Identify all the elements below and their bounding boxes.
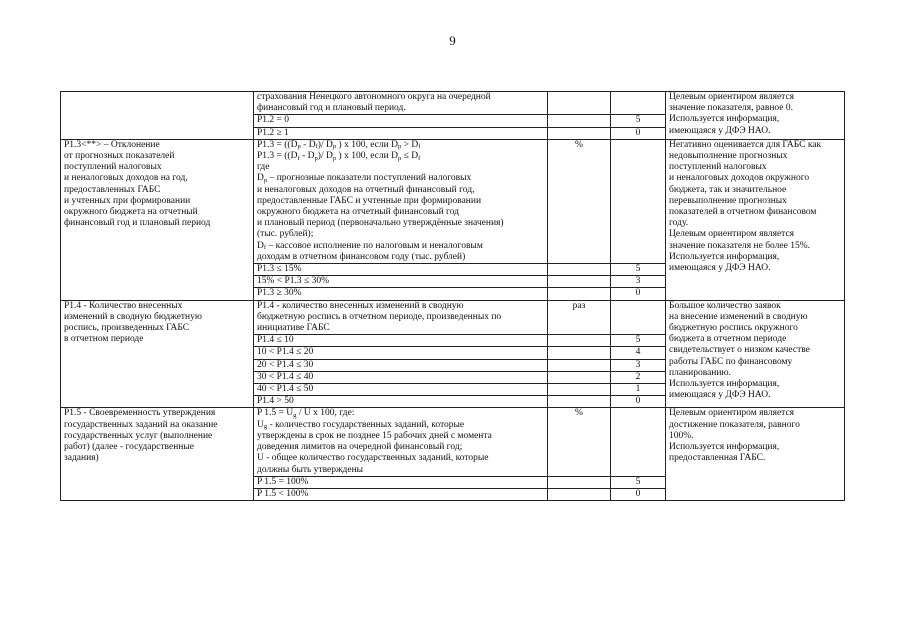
score-cell: 0 (611, 396, 666, 408)
score-cell (611, 92, 666, 115)
note-cell: Негативно оценивается для ГАБС как недовыполнение прогнозных поступлений налоговых и неналоговых доходов окружного бюджета, так и значительное перевыполнение прогнозных показателей в отчетном финансовом году. Целевым ориентиром является значение показателя не более 15%. Используется информация, имеющаяся у ДФЭ НАО. (666, 139, 845, 300)
condition-cell: P1.2 = 0 (254, 115, 548, 127)
table-row (61, 139, 845, 263)
indicator-name-cell (61, 92, 254, 140)
formula-line: P 1.5 = Ug / U x 100, где: (257, 408, 355, 420)
table-row (61, 408, 845, 476)
unit-cell (548, 127, 611, 139)
where-label: где (257, 162, 270, 173)
score-cell (611, 408, 666, 476)
condition-cell: P1.3 ≥ 30% (254, 288, 548, 300)
note-cell: Большое количество заявок на внесение изменений в сводную бюджетную роспись окружного бюджета в отчетном периоде свидетельствует о низком качестве работы ГАБС по финансовому планированию. Используется информация, имеющаяся у ДФЭ НАО. (666, 300, 845, 408)
condition-cell: P1.2 ≥ 1 (254, 127, 548, 139)
unit-cell (548, 347, 611, 359)
unit-cell (548, 371, 611, 383)
condition-cell: P 1.5 < 100% (254, 488, 548, 500)
condition-cell: P1.3 ≤ 15% (254, 264, 548, 276)
indicator-name-cell: Р1.5 - Своевременность утверждения государственных заданий на оказание государственных услуг (выполнение работ) (далее - государственные задания) (61, 408, 254, 501)
unit-cell: % (548, 408, 611, 476)
formula-cell: P1.4 - количество внесенных изменений в сводную бюджетную роспись в отчетном периоде, произведенных по инициативе ГАБС (254, 300, 548, 335)
indicator-name-cell: Р1.3<**> – Отклонение от прогнозных показателей поступлений налоговых и неналоговых доходов на год, предоставленных ГАБС и учтенных при формировании окружного бюджета на отчетный финансовый год и плановый период (61, 139, 254, 300)
score-cell: 1 (611, 384, 666, 396)
unit-cell (548, 276, 611, 288)
condition-cell: P 1.5 = 100% (254, 476, 548, 488)
condition-cell: 30 < P1.4 ≤ 40 (254, 371, 548, 383)
score-cell: 2 (611, 371, 666, 383)
condition-cell: 40 < P1.4 ≤ 50 (254, 384, 548, 396)
score-cell: 5 (611, 476, 666, 488)
unit-cell: % (548, 139, 611, 263)
score-cell: 0 (611, 288, 666, 300)
unit-cell (548, 488, 611, 500)
dp-definition: Dp – прогнозные показатели поступлений налоговых и неналоговых доходов на отчетный финансовый год, предоставленные ГАБС и учтенные при формировании окружного бюджета на отчетный финансовый год и плановый период (первоначально утверждённые значения) (тыс. рублей); (257, 173, 504, 240)
score-cell: 5 (611, 264, 666, 276)
score-cell (611, 139, 666, 263)
score-cell: 5 (611, 115, 666, 127)
score-cell: 0 (611, 488, 666, 500)
formula-cell: страхования Ненецкого автономного округа на очередной финансовый год и плановый период. (254, 92, 548, 115)
df-definition: Df – кассовое исполнение по налоговым и неналоговым доходам в отчетном финансовом году (тыс. рублей) (257, 240, 483, 262)
ug-definition: Ug - количество государственных заданий, которые утверждены в срок не позднее 15 рабочих дней с момента доведения лимитов на очередной финансовый год; (257, 419, 492, 453)
unit-cell: раз (548, 300, 611, 335)
score-cell: 5 (611, 335, 666, 347)
formula-line: P1.3 = ((Dp - Df)/ Dp ) x 100, если Dp > Df (257, 139, 421, 151)
unit-cell (548, 115, 611, 127)
unit-cell (548, 92, 611, 115)
note-cell: Целевым ориентиром является достижение показателя, равного 100%. Используется информация, предоставленная ГАБС. (666, 408, 845, 501)
table-row (61, 300, 845, 335)
unit-cell (548, 396, 611, 408)
note-cell: Целевым ориентиром является значение показателя, равное 0. Используется информация, имеющаяся у ДФЭ НАО. (666, 92, 845, 140)
u-definition: U - общее количество государственных заданий, которые должны быть утверждены (257, 453, 489, 475)
unit-cell (548, 476, 611, 488)
score-cell: 3 (611, 276, 666, 288)
score-cell (611, 300, 666, 335)
page-number: 9 (449, 33, 456, 48)
indicators-table (60, 91, 845, 501)
unit-cell (548, 335, 611, 347)
unit-cell (548, 359, 611, 371)
formula-cell (254, 408, 548, 476)
table-row (61, 92, 845, 115)
unit-cell (548, 384, 611, 396)
unit-cell (548, 288, 611, 300)
condition-cell: 10 < P1.4 ≤ 20 (254, 347, 548, 359)
formula-cell (254, 139, 548, 263)
condition-cell: 20 < P1.4 ≤ 30 (254, 359, 548, 371)
condition-cell: P1.4 > 50 (254, 396, 548, 408)
condition-cell: 15% < P1.3 ≤ 30% (254, 276, 548, 288)
unit-cell (548, 264, 611, 276)
indicator-name-cell: Р1.4 - Количество внесенных изменений в сводную бюджетную роспись, произведенных ГАБС в отчетном периоде (61, 300, 254, 408)
score-cell: 4 (611, 347, 666, 359)
score-cell: 0 (611, 127, 666, 139)
formula-line: P1.3 = ((Df - Dp)/ Dp ) x 100, если Dp ≤ Df (257, 151, 421, 162)
score-cell: 3 (611, 359, 666, 371)
condition-cell: P1.4 ≤ 10 (254, 335, 548, 347)
